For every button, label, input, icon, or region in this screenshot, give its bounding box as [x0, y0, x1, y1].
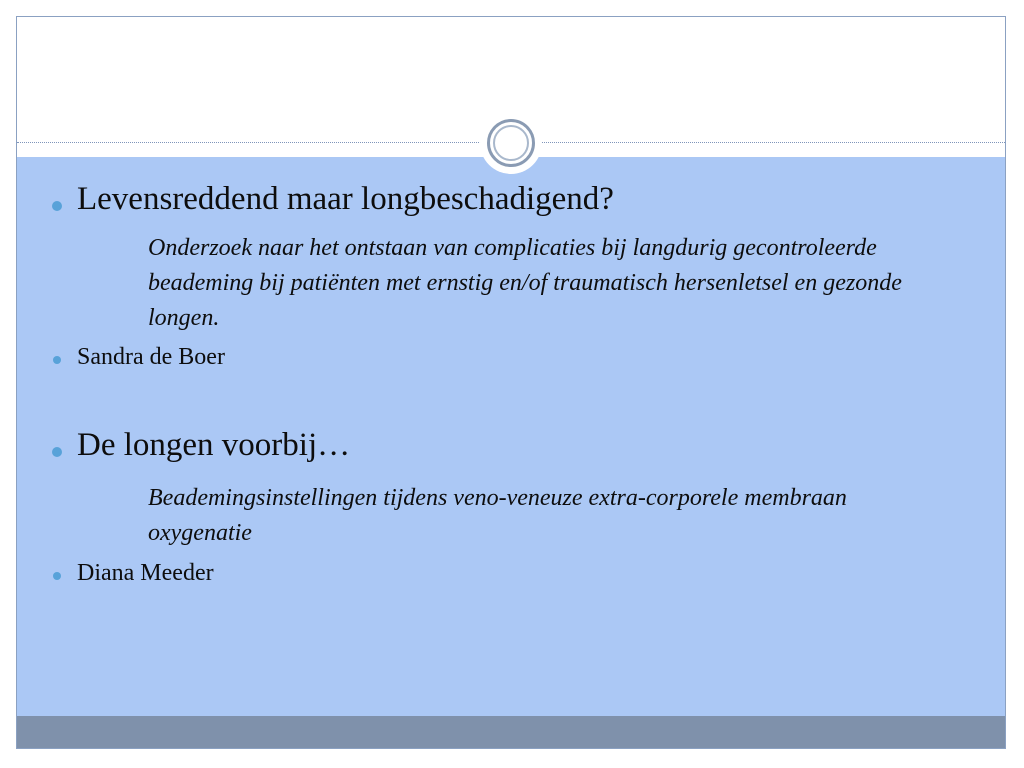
- item-subtitle: Beademingsinstellingen tijdens veno-veneuze extra-corporele membraan oxygenatie: [148, 485, 847, 546]
- item-author: Diana Meeder: [77, 560, 214, 586]
- slide-frame: [16, 16, 1006, 749]
- bullet-dot-icon: [52, 447, 62, 457]
- bullet-dot-icon: [52, 201, 62, 211]
- bullet-dot-icon: [53, 356, 61, 364]
- item-title: Levensreddend maar longbeschadigend?: [77, 181, 614, 217]
- item-title: De longen voorbij…: [77, 427, 351, 463]
- bullet-dot-icon: [53, 572, 61, 580]
- item-author: Sandra de Boer: [77, 344, 225, 370]
- item-subtitle: Onderzoek naar het ontstaan van complicaties bij langdurig gecontroleerde beademing bij patiënten met ernstig en/of traumatisch hersenletsel en gezonde longen.: [148, 235, 902, 331]
- bullet-list: [17, 17, 1005, 748]
